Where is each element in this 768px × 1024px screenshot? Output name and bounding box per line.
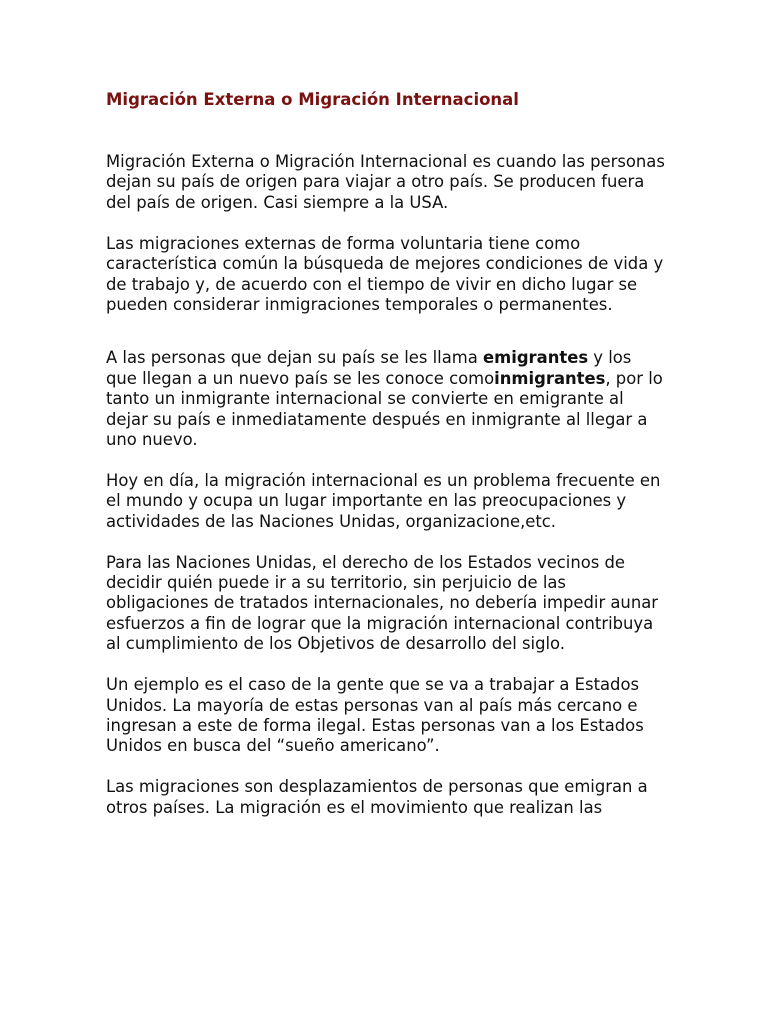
paragraph-text: y los que llegan a un nuevo país se les conoce como — [106, 348, 632, 388]
paragraph-emigrants-immigrants — [106, 348, 666, 450]
document-content — [106, 88, 666, 839]
document-title: Migración Externa o Migración Internacional — [106, 90, 519, 109]
paragraph-united-nations: Para las Naciones Unidas, el derecho de los Estados vecinos de decidir quién puede ir a su territorio, sin perjuicio de las obligaciones de tratados internacionales, no debería impedir aunar esfuerzos a fin de lograr que la migración internacional contribuya al cumplimiento de los Objetivos de desarrollo del siglo. — [106, 552, 658, 654]
paragraph-text: A las personas que dejan su país se les llama — [106, 348, 484, 368]
paragraph-example-usa: Un ejemplo es el caso de la gente que se va a trabajar a Estados Unidos. La mayoría de estas personas van al país más cercano e ingresan a este de forma ilegal. Estas personas van a los Estados Unidos en busca del “sueño americano”. — [106, 675, 644, 756]
paragraph-displacements: Las migraciones son desplazamientos de personas que emigran a otros países. La migración es el movimiento que realizan las — [106, 777, 648, 817]
paragraph-text: , por lo tanto un inmigrante internacional se convierte en emigrante al dejar su país e inmediatamente después en inmigrante al llegar a uno nuevo. — [106, 368, 663, 449]
bold-term-emigrantes: emigrantes — [483, 348, 589, 368]
paragraph-voluntary-migration: Las migraciones externas de forma voluntaria tiene como característica común la búsqueda de mejores condiciones de vida y de trabajo y, de acuerdo con el tiempo de vivir en dicho lugar se pueden considerar inmigraciones temporales o permanentes. — [106, 233, 664, 314]
paragraph-current-problem: Hoy en día, la migración internacional es un problema frecuente en el mundo y ocupa un lugar importante en las preocupaciones y actividades de las Naciones Unidas, organizacione,etc. — [106, 470, 661, 531]
paragraph-definition: Migración Externa o Migración Internacional es cuando las personas dejan su país de origen para viajar a otro país. Se producen fuera del país de origen. Casi siempre a la USA. — [106, 152, 665, 212]
bold-term-inmigrantes: inmigrantes — [494, 368, 606, 388]
